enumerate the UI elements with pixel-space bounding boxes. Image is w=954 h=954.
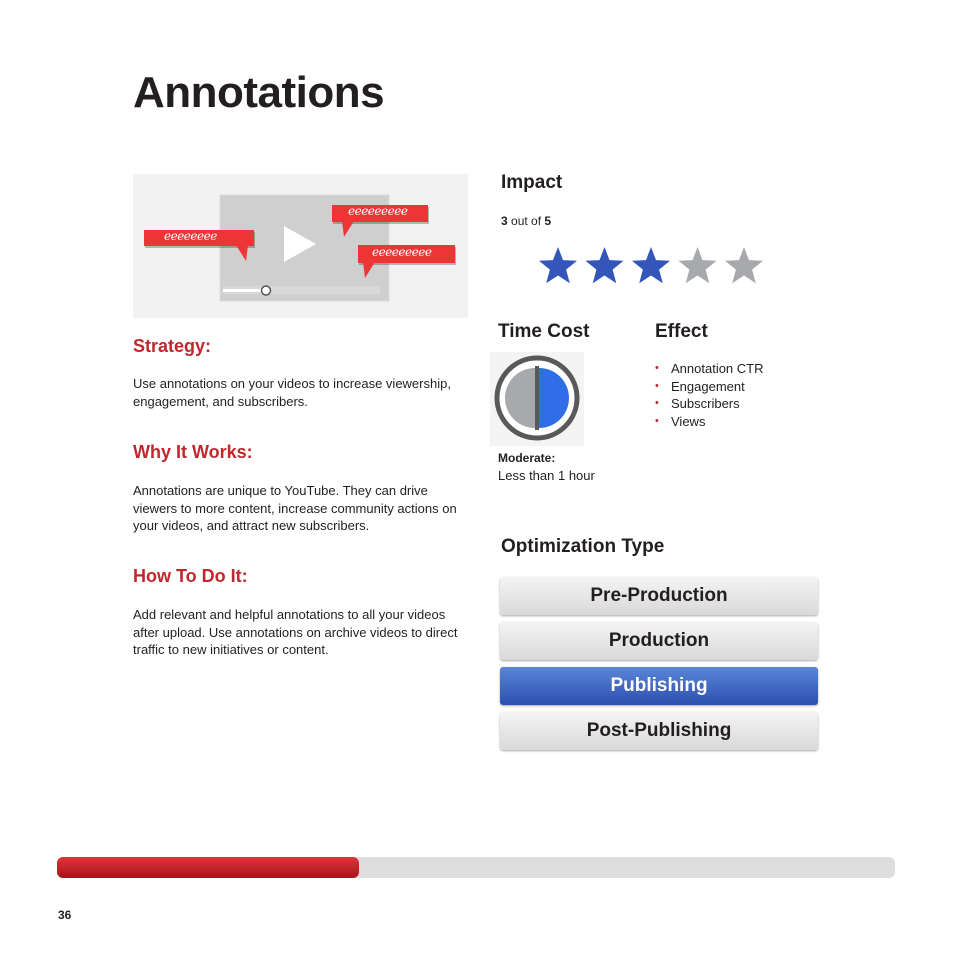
effect-item-label: Subscribers	[671, 396, 740, 411]
bullet-icon: •	[655, 414, 659, 427]
strategy-heading: Strategy:	[133, 336, 212, 356]
effect-list	[655, 360, 764, 430]
page-progress-fill	[57, 857, 359, 878]
effect-item	[655, 378, 764, 396]
impact-heading: Impact	[501, 172, 563, 193]
optimization-type-heading: Optimization Type	[501, 536, 665, 557]
bullet-icon: •	[655, 379, 659, 392]
time-cost-label: Moderate:	[498, 451, 556, 465]
how-to-do-it-text: Add relevant and helpful annotations to all your videos after upload. Use annotations on archive videos to direct traffic to new initiatives or content.	[133, 607, 458, 657]
option-publishing[interactable]: Publishing	[500, 667, 818, 705]
impact-out-of: out of	[511, 214, 542, 228]
star-filled-icon	[632, 247, 670, 283]
page-progress-bar	[57, 857, 895, 878]
bubble-tail	[236, 245, 250, 261]
video-annotation-illustration	[133, 174, 468, 318]
effect-item-label: Annotation CTR	[671, 361, 764, 376]
time-cost-icon	[490, 352, 584, 446]
effect-heading: Effect	[655, 321, 708, 342]
star-empty-icon	[725, 247, 763, 283]
page-number: 36	[58, 908, 72, 922]
strategy-text: Use annotations on your videos to increase viewership, engagement, and subscribers.	[133, 376, 451, 409]
option-pre-production[interactable]: Pre-Production	[500, 577, 818, 615]
page-title: Annotations	[133, 68, 385, 117]
effect-item	[655, 395, 764, 413]
star-empty-icon	[679, 247, 717, 283]
time-cost-heading: Time Cost	[498, 321, 590, 342]
annotation-bubble	[332, 205, 428, 222]
why-it-works-heading: Why It Works:	[133, 442, 253, 462]
effect-item	[655, 360, 764, 378]
time-cost-value: Less than 1 hour	[498, 468, 595, 483]
effect-item-label: Views	[671, 413, 706, 429]
bubble-scribble: eeeeeeeee	[372, 245, 432, 259]
option-post-publishing[interactable]: Post-Publishing	[500, 712, 818, 750]
star-filled-icon	[586, 247, 624, 283]
impact-score	[501, 214, 551, 228]
bullet-icon: •	[655, 362, 659, 374]
effect-item-label: Engagement	[671, 378, 745, 394]
annotation-bubble	[144, 230, 254, 246]
bubble-scribble: eeeeeeeee	[348, 204, 408, 218]
option-production[interactable]: Production	[500, 622, 818, 660]
bubble-tail	[363, 262, 377, 278]
bullet-icon: •	[655, 397, 659, 409]
bubble-tail	[342, 221, 356, 237]
effect-item	[655, 413, 764, 431]
annotation-bubble	[358, 245, 455, 263]
impact-star-rating	[536, 246, 768, 288]
how-to-do-it-heading: How To Do It:	[133, 566, 248, 586]
bubble-scribble: eeeeeeee	[164, 229, 217, 243]
why-it-works-text: Annotations are unique to YouTube. They can drive viewers to more content, increase community actions on your videos, and attract new subscribers.	[133, 483, 457, 533]
star-filled-icon	[539, 247, 577, 283]
impact-score-max: 5	[544, 214, 552, 228]
impact-score-value: 3	[501, 214, 508, 228]
